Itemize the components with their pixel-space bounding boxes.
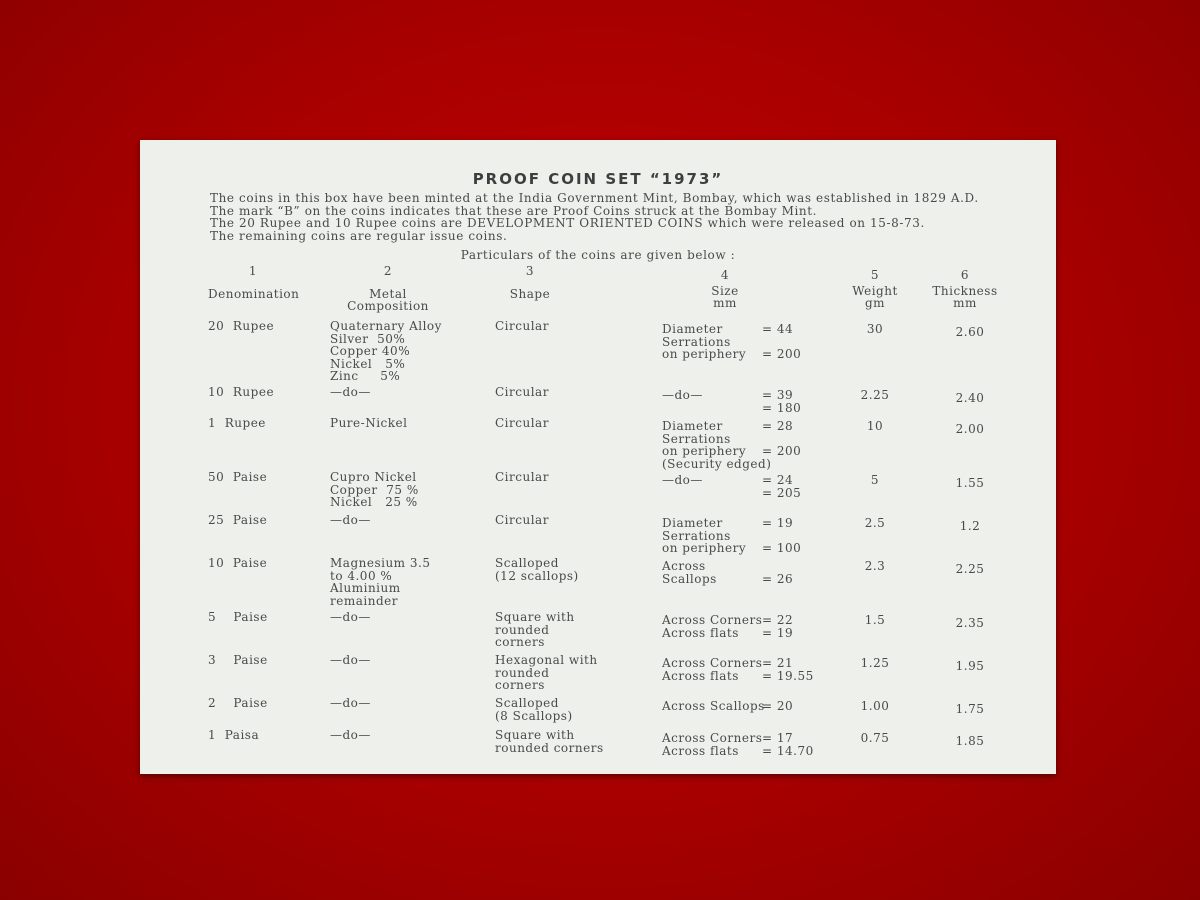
thickness-cell: 2.00 xyxy=(955,422,985,436)
metal-composition-cell-line: to 4.00 % xyxy=(330,568,393,583)
size-value-cell-line: = 200 xyxy=(762,444,802,458)
weight-cell: 1.00 xyxy=(860,699,890,713)
metal-composition-cell-line: Zinc 5% xyxy=(330,369,401,383)
shape-cell-line: Circular xyxy=(495,319,549,333)
shape-cell xyxy=(495,386,549,399)
column-header xyxy=(485,288,575,300)
shape-cell-line: rounded xyxy=(495,665,550,680)
intro-line: The coins in this box have been minted at the India Government Mint, Bombay, which was established in 1829 A.D. xyxy=(210,191,979,205)
size-label-cell-line: Across xyxy=(662,559,706,573)
weight-cell: 0.75 xyxy=(860,731,890,745)
thickness-cell: 1.2 xyxy=(959,519,981,533)
metal-composition-cell-line: remainder xyxy=(330,593,398,608)
metal-composition-cell xyxy=(330,417,407,430)
metal-composition-cell-line: Nickel 25 % xyxy=(330,495,418,509)
shape-cell xyxy=(495,697,573,722)
column-header-line: Size xyxy=(711,284,739,298)
denomination-cell: 25 Paise xyxy=(208,513,268,527)
size-value-cell-line xyxy=(762,560,793,573)
shape-cell-line: Scalloped xyxy=(495,696,559,710)
size-label-cell-line: Serrations xyxy=(662,431,731,446)
size-label-cell xyxy=(662,474,703,487)
size-label-cell-line: —do— xyxy=(662,473,703,487)
size-label-cell-line: (Security edged) xyxy=(662,456,772,471)
shape-cell-line: Square with xyxy=(495,610,575,624)
metal-composition-cell-line: Pure-Nickel xyxy=(330,416,408,430)
intro-line: The 20 Rupee and 10 Rupee coins are DEVELOPMENT ORIENTED COINS which were released on 15-8-73. xyxy=(210,216,925,230)
size-value-cell-line: = 19.55 xyxy=(762,668,814,683)
size-label-cell-line: Across Corners xyxy=(662,731,763,745)
size-label-cell-line: —do— xyxy=(662,388,703,402)
metal-composition-cell xyxy=(330,611,371,624)
size-value-cell xyxy=(762,389,801,414)
denomination-cell: 5 Paise xyxy=(208,610,268,624)
weight-cell: 10 xyxy=(866,419,884,433)
shape-cell-line: Circular xyxy=(495,470,549,484)
shape-cell-line: Scalloped xyxy=(495,556,559,570)
metal-composition-cell-line: —do— xyxy=(330,696,371,710)
size-value-cell xyxy=(762,614,793,639)
column-number: 5 xyxy=(870,268,880,282)
metal-composition-cell xyxy=(330,471,419,509)
size-label-cell-line: Across flats xyxy=(662,625,739,640)
weight-cell: 2.5 xyxy=(864,516,886,530)
thickness-cell: 1.75 xyxy=(955,702,985,716)
metal-composition-cell-line: —do— xyxy=(330,728,371,742)
size-label-cell xyxy=(662,560,717,585)
size-value-cell xyxy=(762,517,801,555)
size-value-cell xyxy=(762,474,801,499)
shape-cell-line: Circular xyxy=(495,385,549,399)
size-value-cell-line: = 39 xyxy=(762,388,794,402)
denomination-cell: 1 Rupee xyxy=(208,416,266,430)
metal-composition-cell-line: Copper 75 % xyxy=(330,482,419,497)
weight-cell: 2.25 xyxy=(860,388,890,402)
size-value-cell xyxy=(762,700,793,713)
column-header-line: Weight xyxy=(852,284,898,298)
column-number: 3 xyxy=(525,264,535,278)
column-header-line: mm xyxy=(953,296,977,310)
size-label-cell-line: Across Corners xyxy=(662,613,763,627)
size-label-cell xyxy=(662,323,746,361)
size-label-cell-line: Diameter xyxy=(662,322,723,336)
size-label-cell-line: Serrations xyxy=(662,334,731,349)
thickness-cell: 2.40 xyxy=(955,391,985,405)
size-label-cell-line: on periphery xyxy=(662,347,747,361)
intro-line: The mark “B” on the coins indicates that these are Proof Coins struck at the Bombay Mint. xyxy=(210,203,818,218)
thickness-cell: 1.55 xyxy=(955,476,985,490)
intro-line: The remaining coins are regular issue coins. xyxy=(210,228,508,243)
size-label-cell-line: Across flats xyxy=(662,668,739,683)
shape-cell-line: Circular xyxy=(495,513,549,527)
metal-composition-cell-line: —do— xyxy=(330,610,371,624)
size-value-cell-line: = 26 xyxy=(762,571,794,586)
size-label-cell xyxy=(662,517,746,555)
size-label-cell xyxy=(662,700,765,713)
column-header-line: mm xyxy=(713,296,737,310)
column-number: 2 xyxy=(383,264,393,278)
denomination-cell: 10 Rupee xyxy=(208,385,275,399)
table-caption: Particulars of the coins are given below : xyxy=(460,248,736,262)
metal-composition-cell-line: Cupro Nickel xyxy=(330,470,417,484)
shape-cell xyxy=(495,557,579,582)
column-number: 6 xyxy=(960,268,970,282)
column-header xyxy=(328,288,448,312)
shape-cell xyxy=(495,611,575,649)
shape-cell xyxy=(495,514,549,527)
size-value-cell-line: = 28 xyxy=(762,419,794,433)
size-label-cell-line: Across Corners xyxy=(662,656,763,670)
size-label-cell-line: Serrations xyxy=(662,528,731,543)
size-value-cell-line: = 205 xyxy=(762,485,802,500)
denomination-cell: 20 Rupee xyxy=(208,319,275,333)
intro-text xyxy=(210,192,1010,242)
shape-cell xyxy=(495,417,549,430)
metal-composition-cell-line: Quaternary Alloy xyxy=(330,319,442,333)
size-value-cell-line: = 22 xyxy=(762,613,794,627)
metal-composition-cell xyxy=(330,654,371,667)
size-label-cell-line: Scallops xyxy=(662,571,717,586)
denomination-cell: 1 Paisa xyxy=(208,728,260,742)
column-header xyxy=(660,285,790,309)
size-label-cell-line: Across Scallops xyxy=(662,699,765,713)
size-value-cell xyxy=(762,323,801,361)
denomination-cell: 3 Paise xyxy=(208,653,268,667)
column-header-line: Shape xyxy=(509,287,551,301)
metal-composition-cell-line: Silver 50% xyxy=(330,331,406,346)
card-title: PROOF COIN SET “1973” xyxy=(472,170,724,188)
size-label-cell xyxy=(662,389,703,402)
shape-cell-line: Hexagonal with xyxy=(495,653,598,667)
thickness-cell: 2.60 xyxy=(955,325,985,339)
column-header-line: Metal Composition xyxy=(347,287,429,313)
size-value-cell-line: = 14.70 xyxy=(762,743,814,758)
weight-cell: 1.5 xyxy=(864,613,886,627)
metal-composition-cell xyxy=(330,514,371,527)
metal-composition-cell-line: —do— xyxy=(330,385,371,399)
size-label-cell-line: on periphery xyxy=(662,444,747,458)
column-number: 1 xyxy=(248,264,258,278)
denomination-cell: 2 Paise xyxy=(208,696,268,710)
shape-cell xyxy=(495,654,598,692)
metal-composition-cell-line: Aluminium xyxy=(330,581,401,595)
metal-composition-cell xyxy=(330,697,371,710)
metal-composition-cell xyxy=(330,320,442,383)
shape-cell-line: rounded corners xyxy=(495,740,604,755)
column-header-line: Denomination xyxy=(208,287,300,301)
size-value-cell-line: = 19 xyxy=(762,625,794,640)
column-header xyxy=(830,285,920,309)
metal-composition-cell xyxy=(330,729,371,742)
metal-composition-cell-line: Nickel 5% xyxy=(330,356,406,371)
thickness-cell: 2.25 xyxy=(955,562,985,576)
shape-cell-line: corners xyxy=(495,635,545,649)
shape-cell xyxy=(495,320,549,333)
size-value-cell xyxy=(762,732,814,757)
size-label-cell xyxy=(662,732,762,757)
column-number: 4 xyxy=(720,268,730,282)
weight-cell: 1.25 xyxy=(860,656,890,670)
thickness-cell: 1.95 xyxy=(955,659,985,673)
size-label-cell-line: Diameter xyxy=(662,419,723,433)
size-label-cell-line: Diameter xyxy=(662,516,723,530)
shape-cell-line: Circular xyxy=(495,416,549,430)
size-label-cell xyxy=(662,420,771,470)
size-value-cell-line: = 24 xyxy=(762,473,794,487)
thickness-cell: 1.85 xyxy=(955,734,985,748)
metal-composition-cell-line: —do— xyxy=(330,653,371,667)
proof-coin-set-card xyxy=(140,140,1056,774)
shape-cell-line: corners xyxy=(495,678,545,692)
shape-cell-line: (8 Scallops) xyxy=(495,708,573,723)
thickness-cell: 2.35 xyxy=(955,616,985,630)
shape-cell-line: rounded xyxy=(495,622,550,637)
size-label-cell xyxy=(662,614,762,639)
denomination-cell: 50 Paise xyxy=(208,470,268,484)
size-label-cell xyxy=(662,657,762,682)
shape-cell xyxy=(495,729,604,754)
size-value-cell-line: = 100 xyxy=(762,541,802,555)
shape-cell-line: (12 scallops) xyxy=(495,568,579,583)
size-value-cell xyxy=(762,560,793,585)
shape-cell-line: Square with xyxy=(495,728,575,742)
size-value-cell-line: = 20 xyxy=(762,699,794,713)
metal-composition-cell xyxy=(330,557,430,607)
shape-cell xyxy=(495,471,549,484)
size-value-cell-line: = 180 xyxy=(762,400,802,415)
column-header xyxy=(208,288,298,300)
weight-cell: 30 xyxy=(866,322,884,336)
metal-composition-cell-line: Magnesium 3.5 xyxy=(330,556,431,570)
column-header xyxy=(930,285,1000,309)
column-header-line: gm xyxy=(864,296,886,310)
size-label-cell-line: on periphery xyxy=(662,541,747,555)
weight-cell: 2.3 xyxy=(864,559,886,573)
size-value-cell-line: = 44 xyxy=(762,322,794,336)
size-value-cell-line: = 19 xyxy=(762,516,794,530)
size-value-cell xyxy=(762,657,814,682)
size-value-cell xyxy=(762,420,801,458)
column-header-line: Thickness xyxy=(932,284,998,298)
metal-composition-cell xyxy=(330,386,371,399)
size-value-cell-line: = 200 xyxy=(762,347,802,361)
size-label-cell-line: Across flats xyxy=(662,743,739,758)
size-value-cell-line: = 17 xyxy=(762,731,794,745)
size-value-cell-line: = 21 xyxy=(762,656,794,670)
denomination-cell: 10 Paise xyxy=(208,556,268,570)
metal-composition-cell-line: Copper 40% xyxy=(330,344,411,358)
metal-composition-cell-line: —do— xyxy=(330,513,371,527)
weight-cell: 5 xyxy=(870,473,880,487)
